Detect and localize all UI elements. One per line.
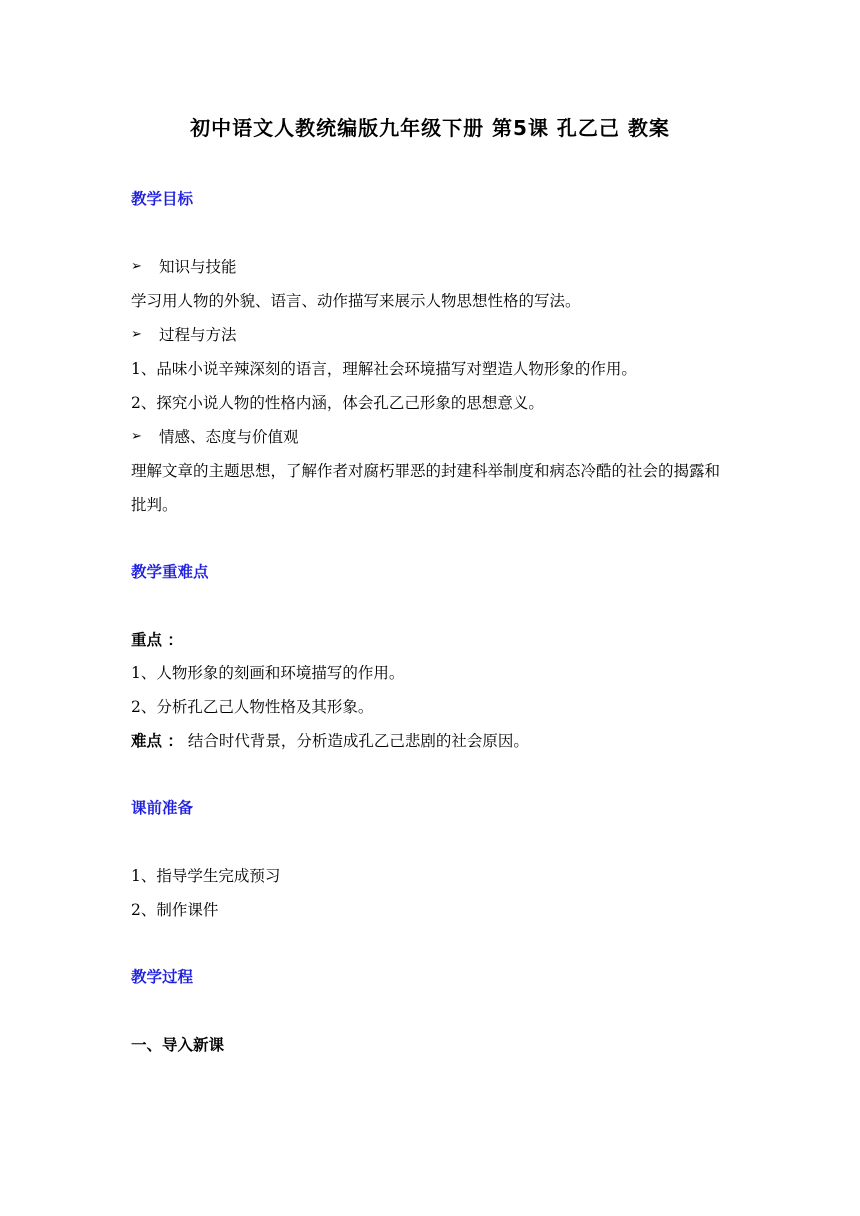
list-item: 1、指导学生完成预习 [131, 867, 281, 885]
key-point-label: 重点 ： [131, 631, 183, 649]
list-item: 1、品味小说辛辣深刻的语言，理解社会环境描写对塑造人物形象的作用。 [131, 360, 637, 378]
section-heading-key-points: 教学重难点 [131, 563, 209, 581]
bullet-label: 情感、态度与价值观 [159, 428, 299, 446]
list-item: 2、制作课件 [131, 901, 219, 919]
difficulty-label: 难点 ： [131, 732, 183, 750]
difficulty-row [131, 730, 529, 752]
list-item: 1、人物形象的刻画和环境描写的作用。 [131, 664, 405, 682]
arrow-bullet-icon: ➢ [131, 327, 142, 342]
bullet-label: 过程与方法 [159, 326, 237, 344]
paragraph: 学习用人物的外貌、语言、动作描写来展示人物思想性格的写法。 [131, 292, 581, 310]
bullet-row-emotion [131, 426, 299, 448]
arrow-bullet-icon: ➢ [131, 429, 142, 444]
list-item: 2、探究小说人物的性格内涵，体会孔乙己形象的思想意义。 [131, 394, 544, 412]
bullet-row-process [131, 324, 237, 346]
bullet-row-knowledge [131, 256, 237, 278]
bullet-label: 知识与技能 [159, 258, 237, 276]
list-item: 2、分析孔乙己人物性格及其形象。 [131, 698, 374, 716]
section-heading-preparation: 课前准备 [131, 799, 194, 817]
document-title: 初中语文人教统编版九年级下册 第5课 孔乙己 教案 [190, 116, 670, 140]
arrow-bullet-icon: ➢ [131, 259, 142, 274]
subsection-heading: 一、导入新课 [131, 1036, 225, 1054]
section-heading-process: 教学过程 [131, 968, 194, 986]
paragraph: 理解文章的主题思想，了解作者对腐朽罪恶的封建科举制度和病态冷酷的社会的揭露和批判。 [131, 462, 721, 514]
section-heading-objectives: 教学目标 [131, 190, 194, 208]
difficulty-text: 结合时代背景，分析造成孔乙己悲剧的社会原因。 [187, 732, 529, 750]
